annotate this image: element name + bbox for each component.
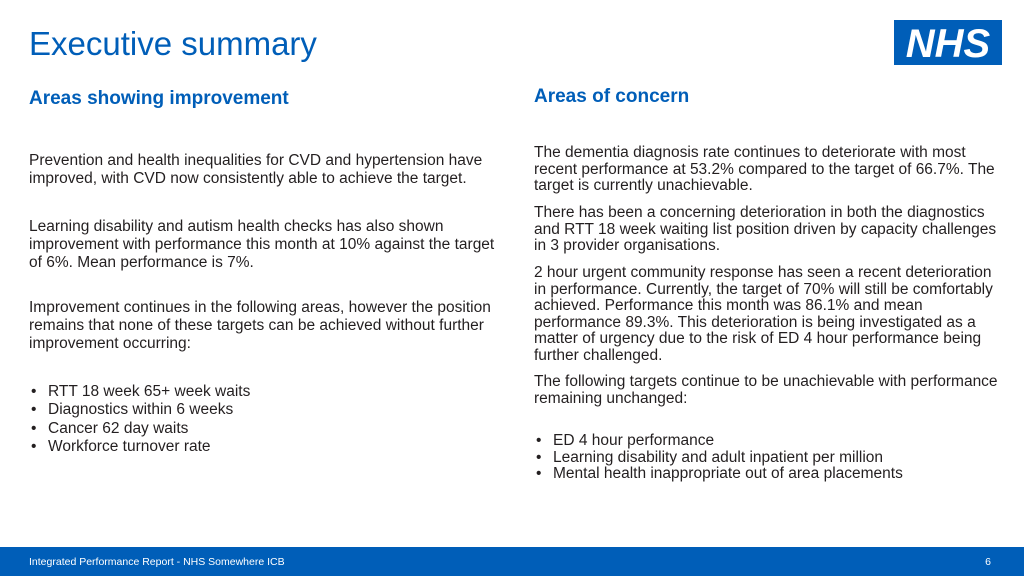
footer-bar [0, 547, 1024, 576]
concern-paragraph: 2 hour urgent community response has seen a recent deterioration in performance. Currently, the target of 70% will still be comfortably achieved. Performance this month was 86.1% and mean performance 89.3%. This deterioration is being investigated as a matter of urgency due to the risk of ED 4 hour performance being further challenged. [534, 264, 993, 364]
improvement-heading: Areas showing improvement [29, 88, 289, 109]
list-item: • Learning disability and adult inpatient per million [534, 450, 903, 467]
nhs-logo [894, 20, 1002, 65]
list-item: • Workforce turnover rate [29, 438, 250, 456]
concern-paragraph: There has been a concerning deterioration in both the diagnostics and RTT 18 week waiting list position driven by capacity challenges in 3 provider organisations. [534, 204, 997, 255]
improvement-list [29, 383, 250, 456]
logo-text: NHS [905, 22, 991, 65]
footer-text: Integrated Performance Report - NHS Somewhere ICB [29, 556, 285, 568]
list-item: • Cancer 62 day waits [29, 420, 250, 438]
concern-paragraph: The dementia diagnosis rate continues to deteriorate with most recent performance at 53.2% compared to the target of 66.7%. The target is currently unachievable. [534, 144, 995, 195]
page-title: Executive summary [29, 25, 317, 62]
page-number: 6 [985, 556, 991, 568]
concern-paragraph: The following targets continue to be unachievable with performance remaining unchanged: [534, 373, 998, 407]
concern-list [534, 433, 903, 483]
improvement-paragraph: Prevention and health inequalities for CVD and hypertension have improved, with CVD now consistently able to achieve the target. [29, 152, 483, 187]
list-item: • RTT 18 week 65+ week waits [29, 383, 250, 401]
list-item: • Mental health inappropriate out of area placements [534, 466, 903, 483]
list-item: • ED 4 hour performance [534, 433, 903, 450]
list-item: • Diagnostics within 6 weeks [29, 401, 250, 419]
concern-heading: Areas of concern [534, 86, 690, 107]
improvement-paragraph: Learning disability and autism health checks has also shown improvement with performance this month at 10% against the target of 6%. Mean performance is 7%. [29, 218, 495, 271]
improvement-paragraph: Improvement continues in the following areas, however the position remains that none of these targets can be achieved without further improvement occurring: [29, 299, 491, 352]
